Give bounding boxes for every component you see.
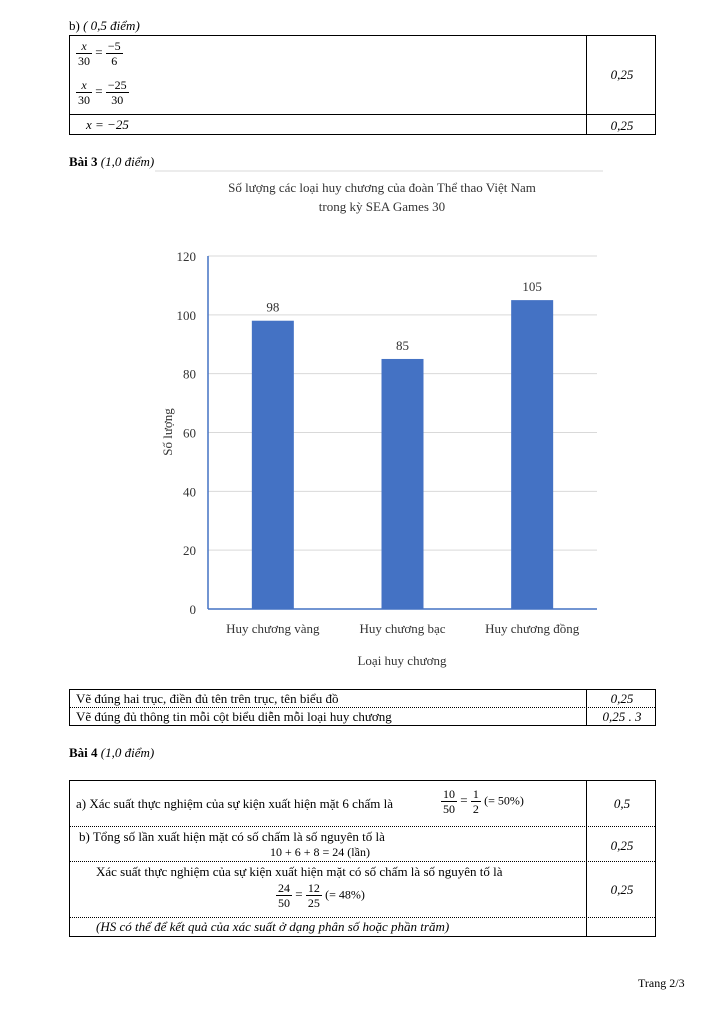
bai4-title: Bài 4 — [69, 745, 98, 760]
x-tick-label: Huy chương bạc — [359, 621, 446, 636]
y-tick-label: 40 — [183, 484, 196, 500]
bai3-row-1 — [70, 690, 655, 708]
bar — [382, 359, 424, 609]
part-b-points: ( 0,5 điểm) — [83, 18, 140, 33]
bai3-row-2 — [70, 708, 655, 726]
chart-title: Số lượng các loại huy chương của đoàn Thể thao Việt Nam — [228, 180, 536, 195]
bai3-row-2-text: Vẽ đúng đủ thông tin mỗi cột biểu diễn mỗi loại huy chương — [76, 709, 392, 724]
bai3-table — [69, 689, 656, 726]
bai4-row-b2-formula: $\frac{24}{50}$ = $\frac{12}{25}$ (= 48%) — [278, 881, 365, 910]
bai4-note: (HS có thể để kết quả của xác suất ở dạng phân số hoặc phần trăm) — [96, 919, 450, 934]
bai4-row-a-formula: $\frac{10}{50}$ = $\frac{1}{2}$ (= 50%) — [443, 787, 524, 816]
bar-data-label: 105 — [522, 279, 542, 295]
bai4-row-b1-text: b) Tổng số lần xuất hiện mặt có số chấm là số nguyên tố là — [79, 829, 385, 844]
y-tick-label: 60 — [183, 425, 196, 441]
bai4-row-a-text: a) Xác suất thực nghiệm của sự kiện xuất hiện mặt 6 chấm là — [76, 796, 393, 811]
y-tick-label: 0 — [189, 602, 196, 617]
bai4-row-b2-score: 0,25 — [610, 882, 634, 897]
bai3-row-1-text: Vẽ đúng hai trục, điền đủ tên trên trục, tên biểu đồ — [76, 691, 339, 706]
bai4-row-a-score: 0,5 — [613, 796, 631, 811]
bai4-points: (1,0 điểm) — [100, 745, 155, 760]
bai4-row-b1-score: 0,25 — [610, 838, 634, 853]
bar-data-label: 85 — [396, 337, 409, 353]
bai4-table — [69, 780, 656, 937]
part-b-label: b) — [69, 18, 80, 33]
bai4-row-b2 — [70, 862, 655, 918]
bai4-heading — [69, 745, 154, 761]
bai3-title: Bài 3 — [69, 154, 98, 169]
result-x: x = −25 — [86, 117, 129, 132]
bar-data-label: 98 — [266, 299, 280, 315]
page-number: Trang 2/3 — [638, 976, 685, 990]
bai3-row-1-score: 0,25 — [610, 691, 634, 706]
y-axis-title: Số lượng — [160, 408, 175, 456]
equation-1: $\frac{x}{30}$ = $\frac{-5}{6}$ — [78, 39, 121, 68]
bar — [252, 321, 294, 609]
bai4-note-row — [70, 918, 655, 937]
y-tick-label: 100 — [176, 307, 196, 323]
bar — [511, 300, 553, 609]
bai4-row-a — [70, 781, 655, 827]
bai4-row-b2-text: Xác suất thực nghiệm của sự kiện xuất hiện mặt có số chấm là số nguyên tố là — [96, 864, 503, 879]
y-tick-label: 120 — [176, 249, 196, 264]
score-b1: 0,25 — [610, 67, 634, 82]
x-tick-label: Huy chương vàng — [226, 621, 320, 636]
equation-2: $\frac{x}{30}$ = $\frac{-25}{30}$ — [78, 78, 127, 107]
bai4-row-b1-formula: 10 + 6 + 8 = 24 (lần) — [270, 845, 370, 859]
score-b2: 0,25 — [610, 118, 634, 133]
x-axis-title: Loại huy chương — [357, 653, 447, 668]
y-tick-label: 80 — [183, 366, 196, 382]
bai3-points: (1,0 điểm) — [100, 154, 155, 169]
y-tick-label: 20 — [183, 543, 196, 559]
bai3-row-2-score: 0,25 . 3 — [602, 709, 642, 724]
chart-subtitle: trong kỳ SEA Games 30 — [318, 199, 446, 214]
x-tick-label: Huy chương đồng — [485, 621, 580, 636]
bai4-row-b1 — [70, 827, 655, 862]
